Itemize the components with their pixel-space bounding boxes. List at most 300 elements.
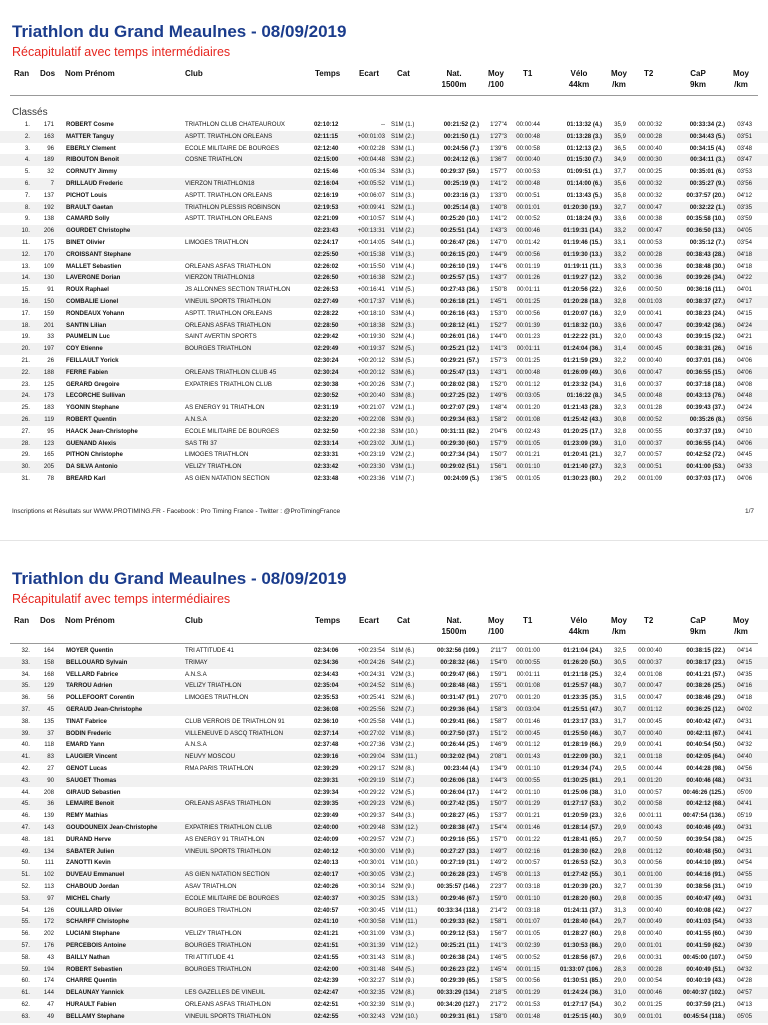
race-title: Triathlon du Grand Meaulnes - 08/09/2019 bbox=[12, 569, 347, 588]
cell-run: 00:40:54 (50.) bbox=[686, 741, 725, 749]
cell-time: 02:42:55 bbox=[314, 1012, 339, 1020]
table-row[interactable] bbox=[0, 716, 768, 728]
cell-time: 02:40:57 bbox=[314, 906, 339, 914]
cell-gap: +00:23:30 bbox=[357, 463, 385, 471]
cell-gap: +00:29:19 bbox=[357, 776, 385, 784]
cell-bib: 163 bbox=[43, 132, 54, 140]
cell-bike-speed: 35,6 bbox=[614, 179, 626, 187]
cell-time: 02:15:46 bbox=[314, 168, 339, 176]
cell-run-pace: 04'24 bbox=[737, 404, 752, 412]
table-row[interactable] bbox=[0, 869, 768, 881]
table-row[interactable] bbox=[0, 857, 768, 869]
cell-swim: 00:28:12 (41.) bbox=[440, 321, 479, 329]
cell-club: TRIMAY bbox=[185, 658, 208, 666]
cell-run: 00:41:00 (53.) bbox=[686, 463, 725, 471]
table-row[interactable] bbox=[0, 438, 768, 450]
cell-t1: 00:01:08 bbox=[516, 415, 540, 423]
cell-t1: 00:01:05 bbox=[516, 439, 540, 447]
cell-swim-pace: 1'58"5 bbox=[490, 977, 507, 985]
table-row[interactable] bbox=[0, 905, 768, 917]
table-row[interactable] bbox=[0, 952, 768, 964]
table-row[interactable] bbox=[0, 202, 768, 214]
cell-rank: 15. bbox=[21, 286, 30, 294]
cell-name: MICHEL Charly bbox=[66, 894, 110, 902]
cell-bike: 01:19:27 (12.) bbox=[563, 274, 602, 282]
cell-name: PAUMELIN Luc bbox=[66, 333, 110, 341]
cell-bib: 170 bbox=[43, 250, 54, 258]
cell-club: A.N.S.A bbox=[185, 415, 207, 423]
column-header-label: Moy bbox=[733, 616, 749, 625]
cell-swim-pace: 1'57"3 bbox=[490, 356, 507, 364]
table-row[interactable] bbox=[0, 798, 768, 810]
cell-bike: 01:30:53 (86.) bbox=[563, 941, 602, 949]
column-header-label: /km bbox=[612, 80, 626, 89]
cell-rank: 3. bbox=[24, 144, 30, 152]
table-row[interactable] bbox=[0, 272, 768, 284]
cell-run: 00:40:46 (48.) bbox=[686, 776, 725, 784]
cell-run-pace: 04'45 bbox=[737, 451, 752, 459]
cell-swim-pace: 1'45"1 bbox=[490, 297, 507, 305]
cell-rank: 20. bbox=[21, 345, 30, 353]
cell-run-pace: 04'13 bbox=[737, 1000, 752, 1008]
table-row[interactable] bbox=[0, 704, 768, 716]
cell-category: S3M (9.) bbox=[391, 415, 415, 423]
table-row[interactable] bbox=[0, 999, 768, 1011]
table-row[interactable] bbox=[0, 143, 768, 155]
cell-t1: 00:02:39 bbox=[516, 941, 540, 949]
cell-swim-pace: 1'34"9 bbox=[490, 764, 507, 772]
cell-name: CAMARD Solly bbox=[66, 215, 110, 223]
cell-rank: 41. bbox=[21, 753, 30, 761]
column-header-label: 1500m bbox=[441, 627, 467, 636]
cell-t1: 00:01:19 bbox=[516, 262, 540, 270]
cell-gap: +00:15:38 bbox=[357, 250, 385, 258]
cell-time: 02:28:50 bbox=[314, 321, 339, 329]
cell-t2: 00:01:08 bbox=[638, 670, 662, 678]
table-row[interactable] bbox=[0, 473, 768, 485]
cell-t2: 00:00:57 bbox=[638, 788, 662, 796]
table-row[interactable] bbox=[0, 402, 768, 414]
cell-t1: 00:01:21 bbox=[516, 451, 540, 459]
cell-category: S1M (8.) bbox=[391, 953, 415, 961]
cell-club: VELIZY TRIATHLON bbox=[185, 463, 242, 471]
cell-bike-speed: 33,6 bbox=[614, 321, 626, 329]
cell-club: VELIZY TRIATHLON bbox=[185, 682, 242, 690]
cell-name: BAILLY Nathan bbox=[66, 953, 110, 961]
table-row[interactable] bbox=[0, 940, 768, 952]
cell-gap: +00:22:08 bbox=[357, 415, 385, 423]
cell-category: V3M (2.) bbox=[391, 871, 415, 879]
cell-club: ORLEANS ASFAS TRIATHLON bbox=[185, 321, 271, 329]
cell-t1: 00:00:45 bbox=[516, 729, 540, 737]
cell-rank: 48. bbox=[21, 835, 30, 843]
cell-bike-speed: 35,9 bbox=[614, 121, 626, 128]
cell-gap: +00:14:05 bbox=[357, 238, 385, 246]
table-row[interactable] bbox=[0, 379, 768, 391]
cell-rank: 10. bbox=[21, 227, 30, 235]
table-row[interactable] bbox=[0, 787, 768, 799]
table-row[interactable] bbox=[0, 881, 768, 893]
cell-run-pace: 04'33 bbox=[737, 463, 752, 471]
cell-swim: 00:25:47 (13.) bbox=[440, 368, 479, 376]
cell-category: S3M (7.) bbox=[391, 380, 415, 388]
cell-swim-pace: 1'58"7 bbox=[490, 717, 507, 725]
table-row[interactable] bbox=[0, 308, 768, 320]
cell-t2: 00:00:43 bbox=[638, 823, 662, 831]
cell-gap: +00:29:23 bbox=[357, 800, 385, 808]
column-header-label: /100 bbox=[488, 627, 504, 636]
cell-time: 02:40:13 bbox=[314, 859, 339, 867]
cell-time: 02:31:19 bbox=[314, 404, 339, 412]
table-row[interactable] bbox=[0, 975, 768, 987]
cell-club: LIMOGES TRIATHLON bbox=[185, 238, 249, 246]
cell-bike: 01:22:22 (31.) bbox=[563, 333, 602, 341]
cell-bike-speed: 34,9 bbox=[614, 156, 626, 164]
cell-time: 02:16:19 bbox=[314, 191, 339, 199]
cell-rank: 6. bbox=[24, 179, 30, 187]
table-row[interactable] bbox=[0, 763, 768, 775]
cell-bike-speed: 33,3 bbox=[614, 262, 626, 270]
table-row[interactable] bbox=[0, 728, 768, 740]
column-header-label: /km bbox=[734, 80, 748, 89]
table-row[interactable] bbox=[0, 739, 768, 751]
cell-name: REMY Mathias bbox=[66, 812, 108, 820]
cell-club: A.N.S.A bbox=[185, 741, 207, 749]
cell-t2: 00:00:40 bbox=[638, 729, 662, 737]
cell-run: 00:47:54 (136.) bbox=[682, 812, 725, 820]
cell-swim-pace: 1'58"0 bbox=[490, 1012, 507, 1020]
cell-club: AS ENERGY 91 TRIATHLON bbox=[185, 835, 265, 843]
cell-rank: 14. bbox=[21, 274, 30, 282]
cell-gap: +00:23:54 bbox=[357, 647, 385, 654]
cell-run: 00:33:34 (2.) bbox=[689, 121, 725, 128]
cell-rank: 51. bbox=[21, 871, 30, 879]
cell-category: V2M (3.) bbox=[391, 670, 415, 678]
table-row[interactable] bbox=[0, 928, 768, 940]
cell-run: 00:38:48 (30.) bbox=[686, 262, 725, 270]
cell-category: V1M (8.) bbox=[391, 729, 415, 737]
column-header-velo1 bbox=[565, 68, 593, 90]
table-row[interactable] bbox=[0, 692, 768, 704]
cell-name: LAVERGNE Dorian bbox=[66, 274, 121, 282]
cell-run-pace: 04'41 bbox=[737, 729, 752, 737]
table-row[interactable] bbox=[0, 1011, 768, 1023]
table-row[interactable] bbox=[0, 119, 768, 131]
cell-bike-speed: 31,4 bbox=[614, 345, 626, 353]
cell-bib: 197 bbox=[43, 345, 54, 353]
column-header-label: /km bbox=[734, 627, 748, 636]
cell-category: V1M (3.) bbox=[391, 250, 415, 258]
cell-swim: 00:25:21 (11.) bbox=[440, 941, 479, 949]
cell-run: 00:41:55 (60.) bbox=[686, 930, 725, 938]
cell-swim: 00:29:21 (57.) bbox=[440, 356, 479, 364]
cell-time: 02:39:35 bbox=[314, 800, 339, 808]
cell-t1: 00:01:43 bbox=[516, 753, 540, 761]
column-header-label: Nat. bbox=[446, 69, 462, 78]
cell-run: 00:37:18 (18.) bbox=[686, 380, 725, 388]
column-header-nom bbox=[65, 68, 115, 79]
table-row[interactable] bbox=[0, 390, 768, 402]
cell-bike: 01:09:51 (1.) bbox=[566, 168, 602, 176]
table-row[interactable] bbox=[0, 284, 768, 296]
cell-rank: 30. bbox=[21, 463, 30, 471]
cell-swim: 00:25:14 (8.) bbox=[443, 203, 479, 211]
cell-run-pace: 03'56 bbox=[737, 179, 752, 187]
cell-bike-speed: 31,0 bbox=[614, 788, 626, 796]
table-row[interactable] bbox=[0, 331, 768, 343]
column-header-moy1a bbox=[486, 615, 506, 637]
cell-rank: 39. bbox=[21, 729, 30, 737]
cell-bib: 206 bbox=[43, 227, 54, 235]
cell-t1: 00:00:48 bbox=[516, 132, 540, 140]
cell-run-pace: 04'06 bbox=[737, 368, 752, 376]
cell-time: 02:41:21 bbox=[314, 930, 339, 938]
cell-rank: 63. bbox=[21, 1012, 30, 1020]
cell-run: 00:41:21 (57.) bbox=[686, 670, 725, 678]
table-row[interactable] bbox=[0, 461, 768, 473]
table-row[interactable] bbox=[0, 343, 768, 355]
cell-category: S1M (9.) bbox=[391, 1000, 415, 1008]
cell-name: MOYER Quentin bbox=[66, 647, 114, 654]
cell-swim-pace: 1'53"7 bbox=[490, 812, 507, 820]
cell-bib: 113 bbox=[44, 882, 54, 890]
cell-swim: 00:27:43 (36.) bbox=[440, 286, 479, 294]
cell-club: BOURGES TRIATHLON bbox=[185, 941, 252, 949]
cell-t2: 00:01:12 bbox=[638, 847, 662, 855]
cell-t1: 00:00:58 bbox=[516, 144, 540, 152]
cell-name: BELLOUARD Sylvain bbox=[66, 658, 128, 666]
cell-run: 00:41:03 (54.) bbox=[686, 918, 725, 926]
cell-bike: 01:27:17 (54.) bbox=[563, 1000, 602, 1008]
cell-name: HAACK Jean-Christophe bbox=[66, 427, 138, 435]
cell-t1: 00:03:18 bbox=[516, 882, 540, 890]
column-header-label: Nat. bbox=[446, 616, 462, 625]
table-row[interactable] bbox=[0, 225, 768, 237]
table-row[interactable] bbox=[0, 834, 768, 846]
table-row[interactable] bbox=[0, 190, 768, 202]
cell-bib: 168 bbox=[43, 670, 54, 678]
cell-category: S3M (1.) bbox=[391, 144, 415, 152]
cell-run: 00:44:28 (98.) bbox=[686, 764, 725, 772]
table-row[interactable] bbox=[0, 645, 768, 657]
table-row[interactable] bbox=[0, 916, 768, 928]
cell-bike: 01:28:30 (62.) bbox=[563, 847, 602, 855]
cell-category: S3M (11.) bbox=[391, 753, 418, 761]
cell-t2: 00:00:59 bbox=[638, 835, 662, 843]
cell-gap: +00:30:00 bbox=[357, 847, 385, 855]
table-row[interactable] bbox=[0, 846, 768, 858]
column-header-label: Ecart bbox=[359, 69, 380, 78]
cell-name: CORNUTY Jimmy bbox=[66, 168, 118, 176]
table-row[interactable] bbox=[0, 261, 768, 273]
cell-bib: 202 bbox=[43, 930, 54, 938]
cell-time: 02:40:00 bbox=[314, 823, 339, 831]
cell-bike-speed: 32,3 bbox=[614, 463, 626, 471]
cell-bib: 32 bbox=[47, 168, 54, 176]
cell-t1: 00:01:05 bbox=[516, 930, 540, 938]
table-row[interactable] bbox=[0, 237, 768, 249]
cell-category: S2M (9.) bbox=[391, 882, 415, 890]
cell-swim: 00:25:51 (14.) bbox=[440, 227, 479, 235]
cell-run-pace: 03'54 bbox=[737, 238, 752, 246]
cell-bib: 33 bbox=[47, 333, 54, 341]
cell-gap: +00:31:09 bbox=[357, 930, 385, 938]
cell-bike-speed: 29,5 bbox=[614, 764, 626, 772]
cell-time: 02:41:55 bbox=[314, 953, 339, 961]
cell-bike: 01:28:41 (65.) bbox=[563, 835, 602, 843]
table-row[interactable] bbox=[0, 166, 768, 178]
cell-t1: 00:01:12 bbox=[516, 741, 540, 749]
cell-swim: 00:29:12 (53.) bbox=[440, 930, 479, 938]
cell-category: S2M (4.) bbox=[391, 333, 415, 341]
cell-swim: 00:24:12 (6.) bbox=[443, 156, 479, 164]
table-row[interactable] bbox=[0, 320, 768, 332]
column-header-label: Club bbox=[185, 69, 203, 78]
cell-swim: 00:27:34 (34.) bbox=[440, 451, 479, 459]
cell-bike: 01:26:20 (50.) bbox=[563, 658, 602, 666]
cell-time: 02:39:16 bbox=[314, 753, 339, 761]
cell-swim-pace: 2'14"2 bbox=[490, 906, 507, 914]
cell-bike-speed: 29,8 bbox=[614, 930, 626, 938]
table-row[interactable] bbox=[0, 296, 768, 308]
cell-swim: 00:26:15 (20.) bbox=[440, 250, 479, 258]
cell-t2: 00:00:32 bbox=[638, 179, 662, 187]
cell-bike: 01:25:15 (40.) bbox=[563, 1012, 602, 1020]
cell-t2: 00:00:46 bbox=[638, 989, 662, 997]
cell-club: VELIZY TRIATHLON bbox=[185, 930, 242, 938]
table-row[interactable] bbox=[0, 355, 768, 367]
table-row[interactable] bbox=[0, 669, 768, 681]
cell-gap: +00:30:58 bbox=[357, 918, 385, 926]
table-row[interactable] bbox=[0, 964, 768, 976]
column-header-dos bbox=[40, 615, 55, 626]
table-row[interactable] bbox=[0, 987, 768, 999]
cell-t1: 00:01:53 bbox=[516, 1000, 540, 1008]
cell-bike-speed: 32,9 bbox=[614, 309, 626, 317]
cell-run-pace: 03'35 bbox=[737, 203, 752, 211]
cell-bike-speed: 32,7 bbox=[614, 451, 626, 459]
table-row[interactable] bbox=[0, 131, 768, 143]
cell-club: VIERZON TRIATHLON18 bbox=[185, 274, 255, 282]
cell-t2: 00:00:32 bbox=[638, 121, 662, 128]
cell-swim: 00:25:57 (15.) bbox=[440, 274, 479, 282]
cell-t1: 00:01:01 bbox=[516, 203, 540, 211]
cell-swim: 00:26:16 (43.) bbox=[440, 309, 479, 317]
cell-bike: 01:30:25 (81.) bbox=[563, 776, 602, 784]
cell-name: BINET Olivier bbox=[66, 238, 105, 246]
cell-bib: 96 bbox=[47, 144, 54, 152]
cell-name: ROUX Raphael bbox=[66, 286, 110, 294]
cell-club: JS ALLONNES SECTION TRIATHLON bbox=[185, 286, 291, 294]
cell-gap: +00:04:48 bbox=[357, 156, 385, 164]
cell-swim-pace: 1'40"8 bbox=[490, 203, 507, 211]
table-row[interactable] bbox=[0, 367, 768, 379]
cell-t1: 00:01:42 bbox=[516, 238, 540, 246]
cell-run: 00:40:37 (102.) bbox=[682, 989, 725, 997]
cell-bike: 01:30:51 (85.) bbox=[563, 977, 602, 985]
cell-time: 02:16:04 bbox=[314, 179, 339, 187]
column-header-label: 1500m bbox=[441, 80, 467, 89]
cell-category: S2M (6.) bbox=[391, 694, 415, 702]
table-row[interactable] bbox=[0, 414, 768, 426]
cell-bib: 137 bbox=[43, 191, 54, 199]
table-row[interactable] bbox=[0, 893, 768, 905]
cell-bib: 165 bbox=[43, 451, 54, 459]
table-row[interactable] bbox=[0, 178, 768, 190]
cell-bib: 56 bbox=[47, 694, 54, 702]
cell-t1: 00:01:00 bbox=[516, 647, 540, 654]
cell-club: VINEUIL SPORTS TRIATHLON bbox=[185, 297, 271, 305]
cell-time: 02:39:29 bbox=[314, 764, 339, 772]
cell-bike-speed: 31,6 bbox=[614, 380, 626, 388]
cell-t2: 00:00:47 bbox=[638, 694, 662, 702]
cell-rank: 21. bbox=[21, 356, 30, 364]
cell-swim: 00:26:28 (23.) bbox=[440, 871, 479, 879]
column-header-label: T1 bbox=[523, 616, 533, 625]
cell-bike-speed: 33,1 bbox=[614, 238, 626, 246]
cell-gap: +00:31:43 bbox=[357, 953, 385, 961]
cell-t1: 00:01:11 bbox=[516, 286, 540, 294]
table-row[interactable] bbox=[0, 213, 768, 225]
cell-swim: 00:21:52 (2.) bbox=[443, 121, 479, 128]
cell-club: ASPTT. TRIATHLON ORLEANS bbox=[185, 132, 273, 140]
cell-name: VELLARD Fabrice bbox=[66, 670, 119, 678]
table-row[interactable] bbox=[0, 657, 768, 669]
cell-rank: 43. bbox=[21, 776, 30, 784]
table-row[interactable] bbox=[0, 680, 768, 692]
cell-run-pace: 04'22 bbox=[737, 274, 752, 282]
cell-run-pace: 03'48 bbox=[737, 144, 752, 152]
cell-run-pace: 03'43 bbox=[737, 121, 752, 128]
cell-swim-pace: 2'11"7 bbox=[490, 647, 507, 654]
table-row[interactable] bbox=[0, 775, 768, 787]
table-row[interactable] bbox=[0, 249, 768, 261]
cell-bike: 01:21:18 (25.) bbox=[563, 670, 602, 678]
cell-t2: 00:01:09 bbox=[638, 474, 662, 482]
cell-swim: 00:24:09 (5.) bbox=[443, 474, 479, 482]
column-header-ran bbox=[14, 615, 29, 626]
section-label: Classés bbox=[12, 107, 48, 118]
cell-run-pace: 04'24 bbox=[737, 321, 752, 329]
cell-club: TRI ATTITUDE 41 bbox=[185, 647, 234, 654]
column-header-label: /km bbox=[612, 627, 626, 636]
cell-category: S3M (5.) bbox=[391, 356, 415, 364]
cell-t1: 00:00:52 bbox=[516, 953, 540, 961]
column-header-t1 bbox=[523, 615, 532, 626]
table-row[interactable] bbox=[0, 426, 768, 438]
column-header-moy3a bbox=[731, 68, 751, 90]
cell-rank: 45. bbox=[21, 800, 30, 808]
cell-bib: 159 bbox=[43, 309, 54, 317]
cell-rank: 17. bbox=[21, 309, 30, 317]
cell-bike: 01:28:19 (66.) bbox=[563, 741, 602, 749]
cell-swim-pace: 1'48"4 bbox=[490, 404, 507, 412]
cell-t1: 00:01:26 bbox=[516, 274, 540, 282]
cell-rank: 62. bbox=[21, 1000, 30, 1008]
table-row[interactable] bbox=[0, 449, 768, 461]
cell-t1: 00:00:56 bbox=[516, 309, 540, 317]
cell-run: 00:45:00 (107.) bbox=[682, 953, 725, 961]
cell-t2: 00:01:01 bbox=[638, 941, 662, 949]
column-header-label: Cat bbox=[397, 69, 410, 78]
cell-run: 00:40:47 (49.) bbox=[686, 894, 725, 902]
cell-club: EXPATRIES TRIATHLON CLUB bbox=[185, 823, 272, 831]
table-row[interactable] bbox=[0, 154, 768, 166]
cell-category: V1M (11.) bbox=[391, 906, 418, 914]
table-row[interactable] bbox=[0, 822, 768, 834]
table-row[interactable] bbox=[0, 751, 768, 763]
table-row[interactable] bbox=[0, 810, 768, 822]
